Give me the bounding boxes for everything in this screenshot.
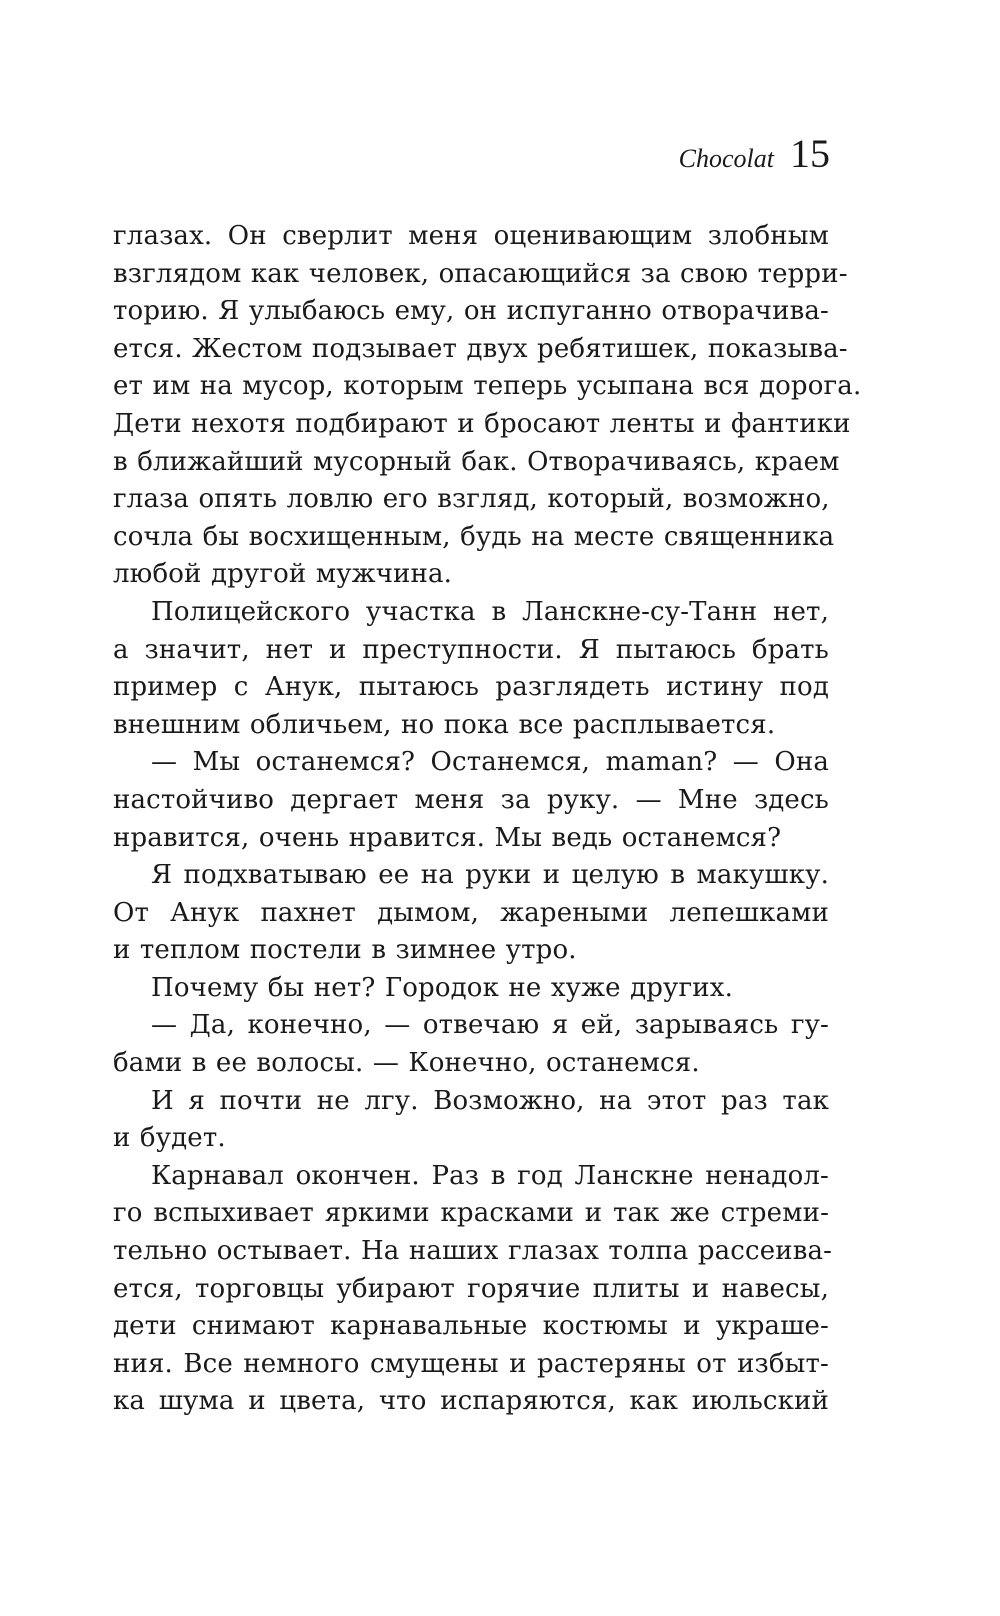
text-line: а значит, нет и преступности. Я пытаюсь брать — [113, 634, 829, 665]
text-line: Почему бы нет? Городок не хуже других. — [151, 972, 733, 1003]
text-line: ется. Жестом подзывает двух ребятишек, показыва- — [113, 333, 848, 364]
text-line: ния. Все немного смущены и растеряны от избыт- — [113, 1348, 829, 1379]
text-line: ется, торговцы убирают горячие плиты и навесы, — [113, 1273, 829, 1304]
text-line: — Да, конечно, — отвечаю я ей, зарываясь гу- — [151, 1010, 829, 1041]
text-line: И я почти не лгу. Возможно, на этот раз так — [151, 1085, 829, 1116]
text-line: и будет. — [113, 1123, 226, 1154]
text-line: Полицейского участка в Ланскне-су-Танн нет, — [151, 596, 829, 627]
text-line: любой другой мужчина. — [113, 559, 453, 590]
text-line: Я подхватываю ее на руки и целую в макушку. — [151, 860, 829, 891]
page-number: 15 — [790, 131, 830, 176]
text-line: тельно остывает. На наших глазах толпа рассеива- — [113, 1236, 833, 1267]
text-line: взглядом как человек, опасающийся за свою терри- — [113, 258, 848, 289]
text-line: го вспыхивает яркими красками и так же стреми- — [113, 1198, 829, 1229]
text-line: Дети нехотя подбирают и бросают ленты и фантики — [113, 408, 851, 439]
text-line: глаза опять ловлю его взгляд, который, возможно, — [113, 484, 830, 515]
text-line: пример с Анук, пытаюсь разглядеть истину под — [113, 672, 829, 703]
text-line: От Анук пахнет дымом, жареными лепешками — [113, 897, 829, 928]
text-line: внешним обличьем, но пока все расплывается. — [113, 709, 776, 740]
text-line: сочла бы восхищенным, будь на месте священника — [113, 521, 835, 552]
text-line: дети снимают карнавальные костюмы и украше- — [113, 1311, 829, 1342]
running-header — [679, 130, 830, 177]
text-line: настойчиво дергает меня за руку. — Мне здесь — [113, 784, 829, 815]
body-text — [113, 218, 862, 1421]
text-line: нравится, очень нравится. Мы ведь останемся? — [113, 822, 782, 853]
text-line: и теплом постели в зимнее утро. — [113, 935, 577, 966]
text-line: бами в ее волосы. — Конечно, останемся. — [113, 1048, 700, 1079]
text-line: глазах. Он сверлит меня оценивающим злобным — [113, 221, 829, 251]
text-line: ет им на мусор, которым теперь усыпана вся дорога. — [113, 371, 862, 402]
text-line: в ближайший мусорный бак. Отворачиваясь, краем — [113, 446, 840, 477]
text-line: торию. Я улыбаюсь ему, он испуганно отворачива- — [113, 296, 829, 327]
text-line: ка шума и цвета, что испаряются, как июльский — [113, 1386, 829, 1417]
text-line: — Мы останемся? Останемся, maman? — Она — [151, 747, 829, 778]
text-line: Карнавал окончен. Раз в год Ланскне ненадол- — [151, 1160, 829, 1191]
running-title: Chocolat — [678, 144, 774, 173]
